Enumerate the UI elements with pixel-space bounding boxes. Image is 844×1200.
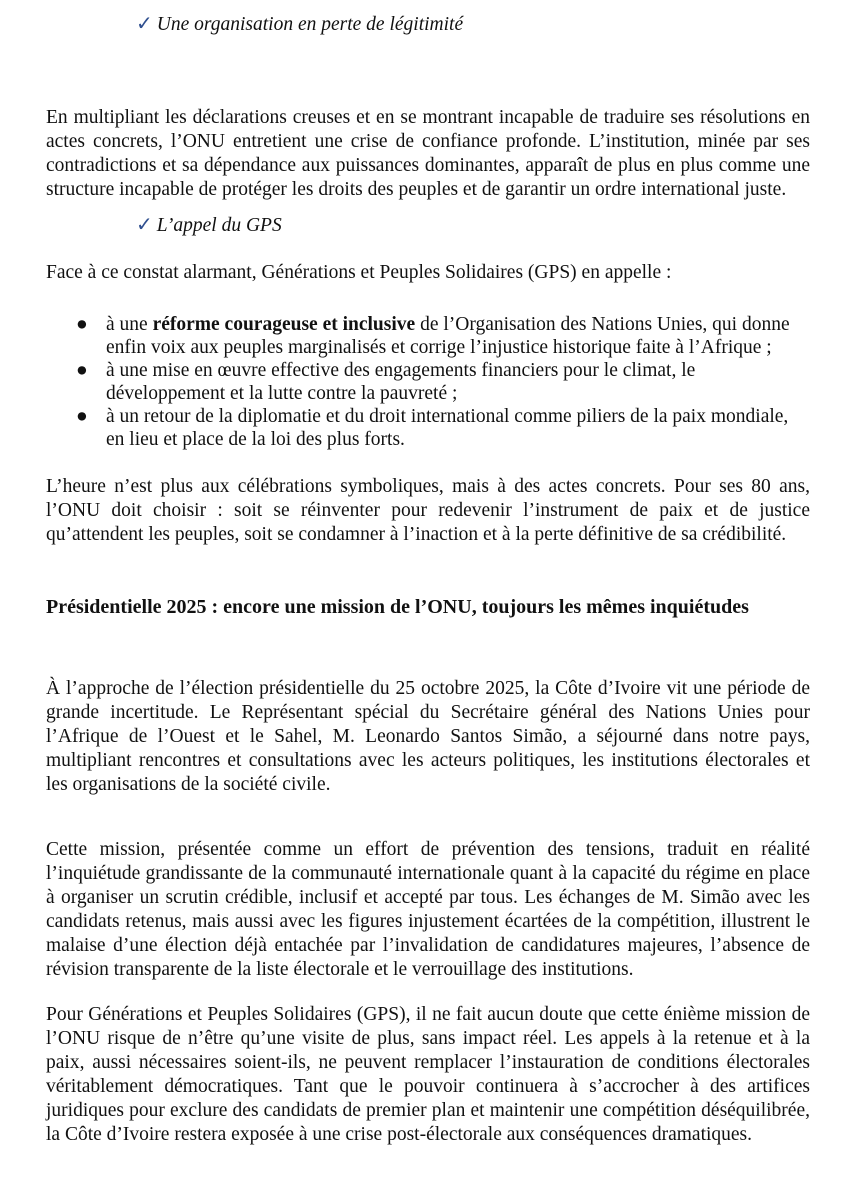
article-paragraph: Pour Générations et Peuples Solidaires (GPS), il ne fait aucun doute que cette énième mission de l’ONU risque de n’être qu’une visite de plus, sans impact réel. Les appels à la retenue et à la paix, aussi nécessaires soient-ils, ne peuvent remplacer l’instauration de conditions électorales véritablement démocratiques. Tant que le pouvoir continuera à s’accrocher à des artifices juridiques pour exclure des candidats de premier plan et maintenir une compétition déséquilibrée, la Côte d’Ivoire restera exposée à une crise post-électorale aux conséquences dramatiques. [46, 1004, 810, 1145]
subheading-legitimacy [136, 12, 463, 37]
demands-list [76, 313, 806, 451]
list-item [76, 405, 806, 451]
item-text: de l’Organisation des Nations Unies, qui donne enfin voix aux peuples marginalisés et corrige l’injustice historique faite à l’Afrique ; [106, 314, 790, 358]
subheading-gps-call [136, 213, 282, 238]
bullet-icon: ● [76, 406, 88, 427]
paragraph-crisis: En multipliant les déclarations creuses et en se montrant incapable de traduire ses résolutions en actes concrets, l’ONU entretient une crise de confiance profonde. L’institution, minée par ses contradictions et sa dépendance aux puissances dominantes, apparaît de plus en plus comme une structure incapable de protéger les droits des peuples et de garantir un ordre international juste. [46, 107, 810, 200]
list-item [76, 359, 806, 405]
checkmark-icon: ✓ [136, 13, 153, 35]
item-text: à une mise en œuvre effective des engagements financiers pour le climat, le développement et la lutte contre la pauvreté ; [106, 360, 696, 404]
subheading-text: Une organisation en perte de légitimité [156, 14, 464, 35]
item-text: à un retour de la diplomatie et du droit international comme piliers de la paix mondiale, en lieu et place de la loi des plus forts. [106, 406, 789, 450]
bullet-icon: ● [76, 314, 88, 335]
intro-paragraph: Face à ce constat alarmant, Générations et Peuples Solidaires (GPS) en appelle : [46, 262, 672, 283]
article-title: Présidentielle 2025 : encore une mission de l’ONU, toujours les mêmes inquiétudes [46, 596, 749, 618]
item-bold-text: réforme courageuse et inclusive [152, 314, 416, 335]
conclusion-paragraph: L’heure n’est plus aux célébrations symboliques, mais à des actes concrets. Pour ses 80 ans, l’ONU doit choisir : soit se réinventer pour redevenir l’instrument de paix et de justice qu’attendent les peuples, soit se condamner à l’inaction et à la perte définitive de sa crédibilité. [46, 476, 810, 545]
item-text: à une [106, 314, 153, 335]
subheading-text: L’appel du GPS [156, 215, 282, 236]
checkmark-icon: ✓ [136, 214, 153, 236]
article-paragraph: À l’approche de l’élection présidentielle du 25 octobre 2025, la Côte d’Ivoire vit une période de grande incertitude. Le Représentant spécial du Secrétaire général des Nations Unies pour l’Afrique de l’Ouest et le Sahel, M. Leonardo Santos Simão, a séjourné dans notre pays, multipliant rencontres et consultations avec les acteurs politiques, les institutions électorales et les organisations de la société civile. [46, 678, 810, 795]
list-item [76, 313, 806, 359]
article-paragraph: Cette mission, présentée comme un effort de prévention des tensions, traduit en réalité l’inquiétude grandissante de la communauté internationale quant à la capacité du régime en place à organiser un scrutin crédible, inclusif et accepté par tous. Les échanges de M. Simão avec les candidats retenus, mais aussi avec les figures injustement écartées de la compétition, illustrent le malaise d’une élection déjà entachée par l’invalidation de candidatures majeures, l’absence de révision transparente de la liste électorale et le verrouillage des institutions. [46, 839, 810, 980]
bullet-icon: ● [76, 360, 88, 381]
